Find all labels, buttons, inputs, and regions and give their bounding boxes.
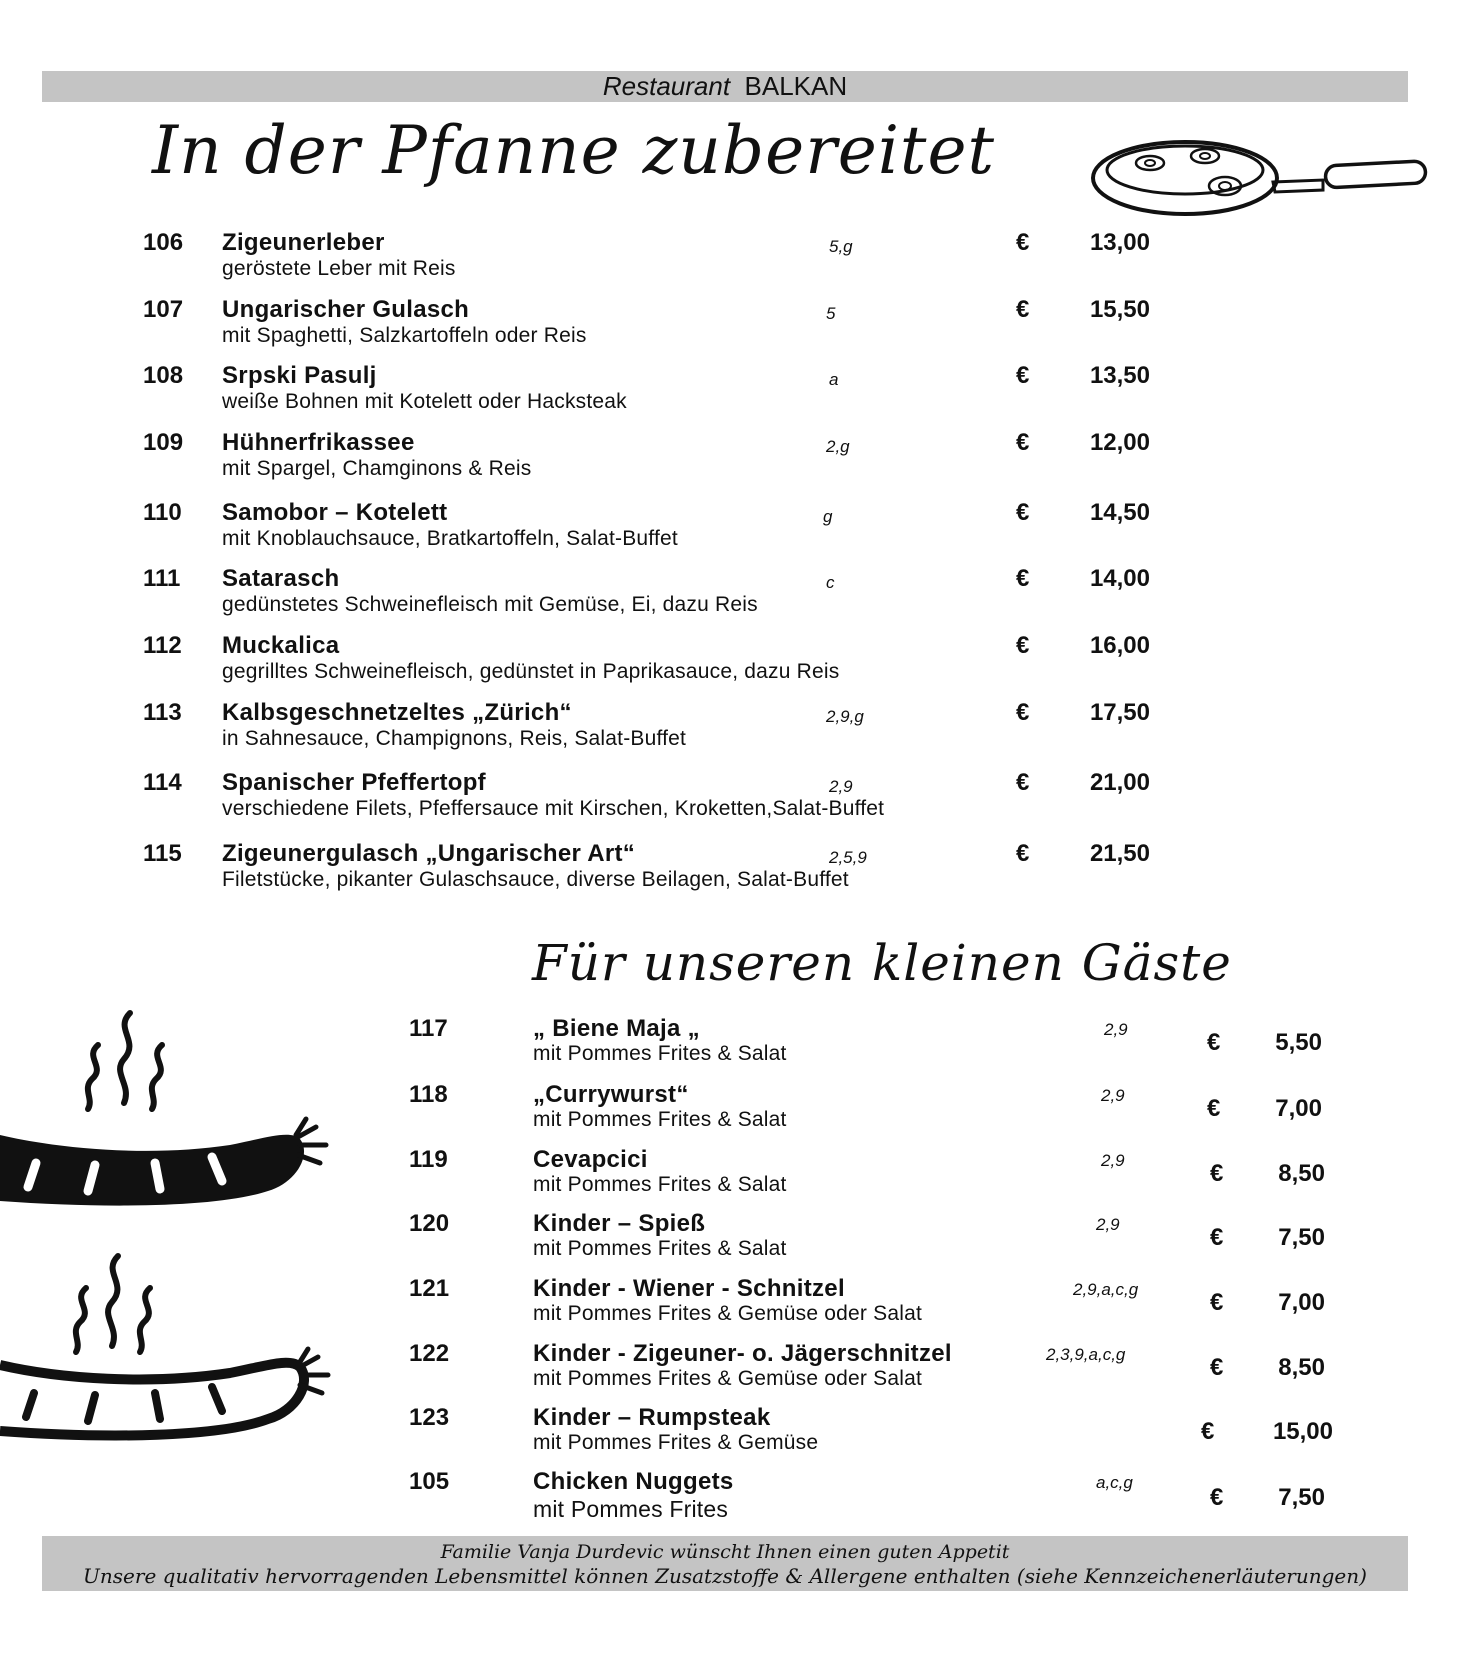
item-name: Satarasch <box>222 565 340 592</box>
item-description: mit Pommes Frites & Gemüse oder Salat <box>533 1302 923 1325</box>
item-description: in Sahnesauce, Champignons, Reis, Salat-Buffet <box>222 727 687 750</box>
frying-pan-icon <box>1085 130 1435 230</box>
item-description: weiße Bohnen mit Kotelett oder Hacksteak <box>222 390 627 413</box>
item-price: 15,00 <box>1272 1418 1333 1445</box>
item-description: mit Pommes Frites & Gemüse oder Salat <box>533 1367 923 1390</box>
item-description: mit Pommes Frites & Salat <box>533 1042 787 1065</box>
item-price: 7,00 <box>1275 1095 1322 1122</box>
item-name: Kinder – Rumpsteak <box>533 1404 771 1431</box>
item-number: 111 <box>143 565 181 592</box>
item-number: 122 <box>409 1340 450 1367</box>
item-allergens: 2,g <box>826 437 850 456</box>
section2-title: Für unseren kleinen Gäste <box>532 934 1232 992</box>
item-allergens: 5 <box>826 304 836 323</box>
item-allergens: a,c,g <box>1096 1473 1133 1492</box>
item-currency: € <box>1016 296 1030 323</box>
item-allergens: 2,3,9,a,c,g <box>1046 1345 1126 1364</box>
item-name: Kalbsgeschnetzeltes „Zürich“ <box>222 699 572 726</box>
item-price: 12,00 <box>1089 429 1150 456</box>
item-price: 14,00 <box>1089 565 1150 592</box>
item-currency: € <box>1016 229 1030 256</box>
item-description: mit Pommes Frites & Salat <box>533 1173 787 1196</box>
restaurant-name: BALKAN <box>744 71 848 101</box>
steam-icon <box>70 1005 180 1115</box>
item-description: gegrilltes Schweinefleisch, gedünstet in Paprikasauce, dazu Reis <box>222 660 840 683</box>
item-price: 8,50 <box>1278 1354 1325 1381</box>
item-description: mit Pommes Frites & Salat <box>533 1237 787 1260</box>
item-description: geröstete Leber mit Reis <box>222 257 456 280</box>
item-allergens: 2,9,a,c,g <box>1073 1280 1139 1299</box>
item-name: „Currywurst“ <box>533 1081 689 1108</box>
item-number: 118 <box>409 1081 448 1108</box>
sausage-icon <box>0 1105 340 1230</box>
item-price: 14,50 <box>1089 499 1150 526</box>
item-number: 109 <box>143 429 184 456</box>
item-name: Chicken Nuggets <box>533 1468 734 1495</box>
item-price: 13,50 <box>1089 362 1150 389</box>
item-currency: € <box>1210 1160 1224 1187</box>
item-description: verschiedene Filets, Pfeffersauce mit Kirschen, Kroketten,Salat-Buffet <box>222 797 885 820</box>
item-number: 107 <box>143 296 184 323</box>
item-currency: € <box>1201 1418 1215 1445</box>
item-number: 106 <box>143 229 184 256</box>
item-currency: € <box>1016 699 1030 726</box>
item-number: 121 <box>409 1275 450 1302</box>
steam-icon <box>58 1248 168 1358</box>
item-name: Samobor – Kotelett <box>222 499 448 526</box>
item-name: Srpski Pasulj <box>222 362 377 389</box>
item-name: „ Biene Maja „ <box>533 1015 700 1042</box>
item-currency: € <box>1210 1354 1224 1381</box>
item-name: Kinder - Zigeuner- o. Jägerschnitzel <box>533 1340 952 1367</box>
item-price: 7,50 <box>1278 1484 1325 1511</box>
item-number: 120 <box>409 1210 450 1237</box>
item-name: Kinder – Spieß <box>533 1210 706 1237</box>
item-price: 7,00 <box>1278 1289 1325 1316</box>
restaurant-banner <box>42 71 1408 102</box>
item-name: Zigeunergulasch „Ungarischer Art“ <box>222 840 636 867</box>
item-price: 5,50 <box>1275 1029 1322 1056</box>
item-description: mit Pommes Frites & Salat <box>533 1108 787 1131</box>
item-allergens: 2,9 <box>829 777 853 796</box>
item-name: Ungarischer Gulasch <box>222 296 470 323</box>
item-price: 15,50 <box>1089 296 1150 323</box>
item-price: 21,00 <box>1089 769 1150 796</box>
item-name: Hühnerfrikassee <box>222 429 415 456</box>
item-description: mit Knoblauchsauce, Bratkartoffeln, Salat-Buffet <box>222 527 678 550</box>
item-currency: € <box>1016 769 1030 796</box>
item-currency: € <box>1207 1029 1221 1056</box>
item-number: 105 <box>409 1468 450 1495</box>
restaurant-prefix: Restaurant <box>602 71 731 101</box>
item-price: 17,50 <box>1089 699 1150 726</box>
item-name: Spanischer Pfeffertopf <box>222 769 486 796</box>
item-description: mit Spaghetti, Salzkartoffeln oder Reis <box>222 324 587 347</box>
item-price: 7,50 <box>1278 1224 1325 1251</box>
item-description: mit Spargel, Chamginons & Reis <box>222 457 532 480</box>
item-currency: € <box>1210 1224 1224 1251</box>
item-number: 110 <box>143 499 182 526</box>
item-number: 117 <box>409 1015 448 1042</box>
item-currency: € <box>1016 840 1030 867</box>
item-description: gedünstetes Schweinefleisch mit Gemüse, Ei, dazu Reis <box>222 593 758 616</box>
item-number: 119 <box>409 1146 448 1173</box>
item-number: 112 <box>143 632 182 659</box>
item-allergens: g <box>823 507 833 526</box>
item-allergens: a <box>829 370 839 389</box>
item-price: 16,00 <box>1089 632 1150 659</box>
item-allergens: 2,9 <box>1101 1086 1125 1105</box>
item-number: 108 <box>143 362 184 389</box>
item-description: Filetstücke, pikanter Gulaschsauce, diverse Beilagen, Salat-Buffet <box>222 868 849 891</box>
section1-title: In der Pfanne zubereitet <box>152 112 996 189</box>
item-price: 8,50 <box>1278 1160 1325 1187</box>
item-currency: € <box>1016 632 1030 659</box>
item-currency: € <box>1016 429 1030 456</box>
item-allergens: 2,9 <box>1104 1020 1128 1039</box>
item-price: 13,00 <box>1089 229 1150 256</box>
footer-banner <box>42 1536 1408 1591</box>
item-number: 123 <box>409 1404 450 1431</box>
item-currency: € <box>1207 1095 1221 1122</box>
footer-allergen-note: Unsere qualitativ hervorragenden Lebensmittel können Zusatzstoffe & Allergene enthalten (siehe Kennzeichenerläuterungen) <box>83 1564 1367 1588</box>
item-currency: € <box>1016 499 1030 526</box>
item-allergens: 2,5,9 <box>829 848 867 867</box>
item-currency: € <box>1210 1484 1224 1511</box>
item-allergens: 2,9,g <box>826 707 864 726</box>
item-price: 21,50 <box>1089 840 1150 867</box>
item-number: 113 <box>143 699 182 726</box>
item-allergens: 2,9 <box>1101 1151 1125 1170</box>
item-currency: € <box>1016 362 1030 389</box>
item-description: mit Pommes Frites & Gemüse <box>533 1431 819 1454</box>
item-number: 115 <box>143 840 182 867</box>
item-currency: € <box>1210 1289 1224 1316</box>
item-name: Kinder - Wiener - Schnitzel <box>533 1275 845 1302</box>
item-number: 114 <box>143 769 182 796</box>
item-currency: € <box>1016 565 1030 592</box>
item-allergens: c <box>826 573 835 592</box>
item-name: Muckalica <box>222 632 340 659</box>
item-description: mit Pommes Frites <box>533 1496 729 1522</box>
footer-greeting: Familie Vanja Durdevic wünscht Ihnen einen guten Appetit <box>440 1541 1010 1563</box>
item-allergens: 5,g <box>829 237 853 256</box>
sausage-icon <box>0 1345 340 1475</box>
item-name: Zigeunerleber <box>222 229 385 256</box>
item-allergens: 2,9 <box>1096 1215 1120 1234</box>
item-name: Cevapcici <box>533 1146 648 1173</box>
